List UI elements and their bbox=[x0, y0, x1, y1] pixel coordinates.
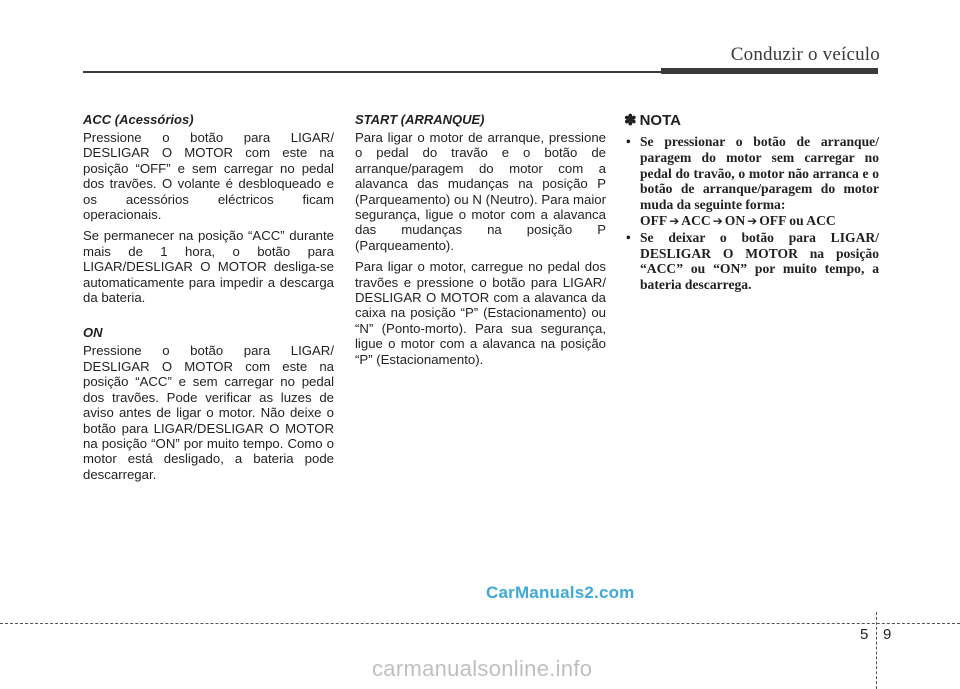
arrow-right-icon: ➔ bbox=[712, 213, 723, 228]
acc-heading: ACC (Acessórios) bbox=[83, 112, 194, 127]
flow-step-off-or-acc: OFF ou ACC bbox=[759, 212, 836, 228]
footer-rule bbox=[0, 623, 960, 624]
header-rule-thick bbox=[661, 68, 878, 74]
page-chapter-number: 5 bbox=[860, 626, 869, 643]
watermark-link-top[interactable]: CarManuals2.com bbox=[486, 583, 635, 602]
state-flow bbox=[640, 213, 879, 230]
nota-heading-label: NOTA bbox=[639, 112, 681, 129]
arrow-right-icon: ➔ bbox=[669, 213, 680, 228]
bullet-icon: • bbox=[626, 229, 631, 245]
start-paragraph-2: Para ligar o motor, carregue no pedal dos travões e pressione o botão para LIGAR/ DESLIGAR O MOTOR com a alavanca da caixa na posição “P” (Estacionamento) ou “N” (Ponto-morto). Para sua segurança, ligue o motor com a alavanca na posição “P” (Estacionamento). bbox=[355, 259, 606, 367]
header-rule-thin bbox=[83, 71, 661, 73]
acc-paragraph-2: Se permanecer na posição “ACC” durante mais de 1 hora, o botão para LIGAR/DESLIGAR O MOTOR desliga-se automaticamente para impedir a descarga da bateria. bbox=[83, 228, 334, 306]
footer-divider bbox=[876, 612, 877, 689]
acc-paragraph-1: Pressione o botão para LIGAR/ DESLIGAR O MOTOR com este na posição “OFF” e sem carregar no pedal dos travões. O volante é desbloqueado e os acessórios eléctricos ficam operacionais. bbox=[83, 130, 334, 223]
column-start bbox=[355, 112, 606, 373]
flow-step-off: OFF bbox=[640, 212, 668, 228]
nota-item-1 bbox=[624, 134, 879, 230]
nota-item-1-text: Se pressionar o botão de arranque/ paragem do motor sem carregar no pedal do travão, o motor não arranca e o botão de arranque/paragem do motor muda da seguinte forma: bbox=[640, 134, 879, 213]
flow-step-on: ON bbox=[724, 212, 746, 228]
page-header-title: Conduzir o veículo bbox=[730, 44, 880, 65]
start-heading: START (ARRANQUE) bbox=[355, 112, 485, 127]
section-gap bbox=[83, 311, 334, 325]
on-paragraph-1: Pressione o botão para LIGAR/ DESLIGAR O MOTOR com este na posição “ACC” e sem carregar no pedal dos travões. Pode verificar as luzes de aviso antes de ligar o motor. Não deixe o botão para LIGAR/DESLIGAR O MOTOR na posição “ON” por muito tempo. Como o motor está desligado, a bateria pode descarregar. bbox=[83, 343, 334, 482]
watermark-bottom: carmanualsonline.info bbox=[372, 656, 593, 681]
asterisk-icon: ✽ bbox=[624, 112, 637, 129]
nota-item-2 bbox=[624, 230, 879, 293]
on-heading: ON bbox=[83, 325, 103, 341]
nota-item-2-text: Se deixar o botão para LIGAR/ DESLIGAR O MOTOR na posição “ACC” ou “ON” por muito tempo, a bateria descarrega. bbox=[640, 229, 879, 293]
nota-heading bbox=[624, 112, 879, 130]
nota-list bbox=[624, 134, 879, 293]
column-acc-on bbox=[83, 112, 334, 488]
start-paragraph-1: Para ligar o motor de arranque, pressione o pedal do travão e o botão de arranque/paragem do motor com a alavanca das mudanças na posição P (Parqueamento) ou N (Neutro). Para maior segurança, ligue o motor com a alavanca das mudanças na posição P (Parqueamento). bbox=[355, 130, 606, 253]
flow-step-acc: ACC bbox=[681, 212, 711, 228]
column-nota bbox=[624, 112, 879, 293]
page-number: 9 bbox=[883, 626, 892, 643]
bullet-icon: • bbox=[626, 134, 631, 149]
arrow-right-icon: ➔ bbox=[747, 213, 758, 228]
